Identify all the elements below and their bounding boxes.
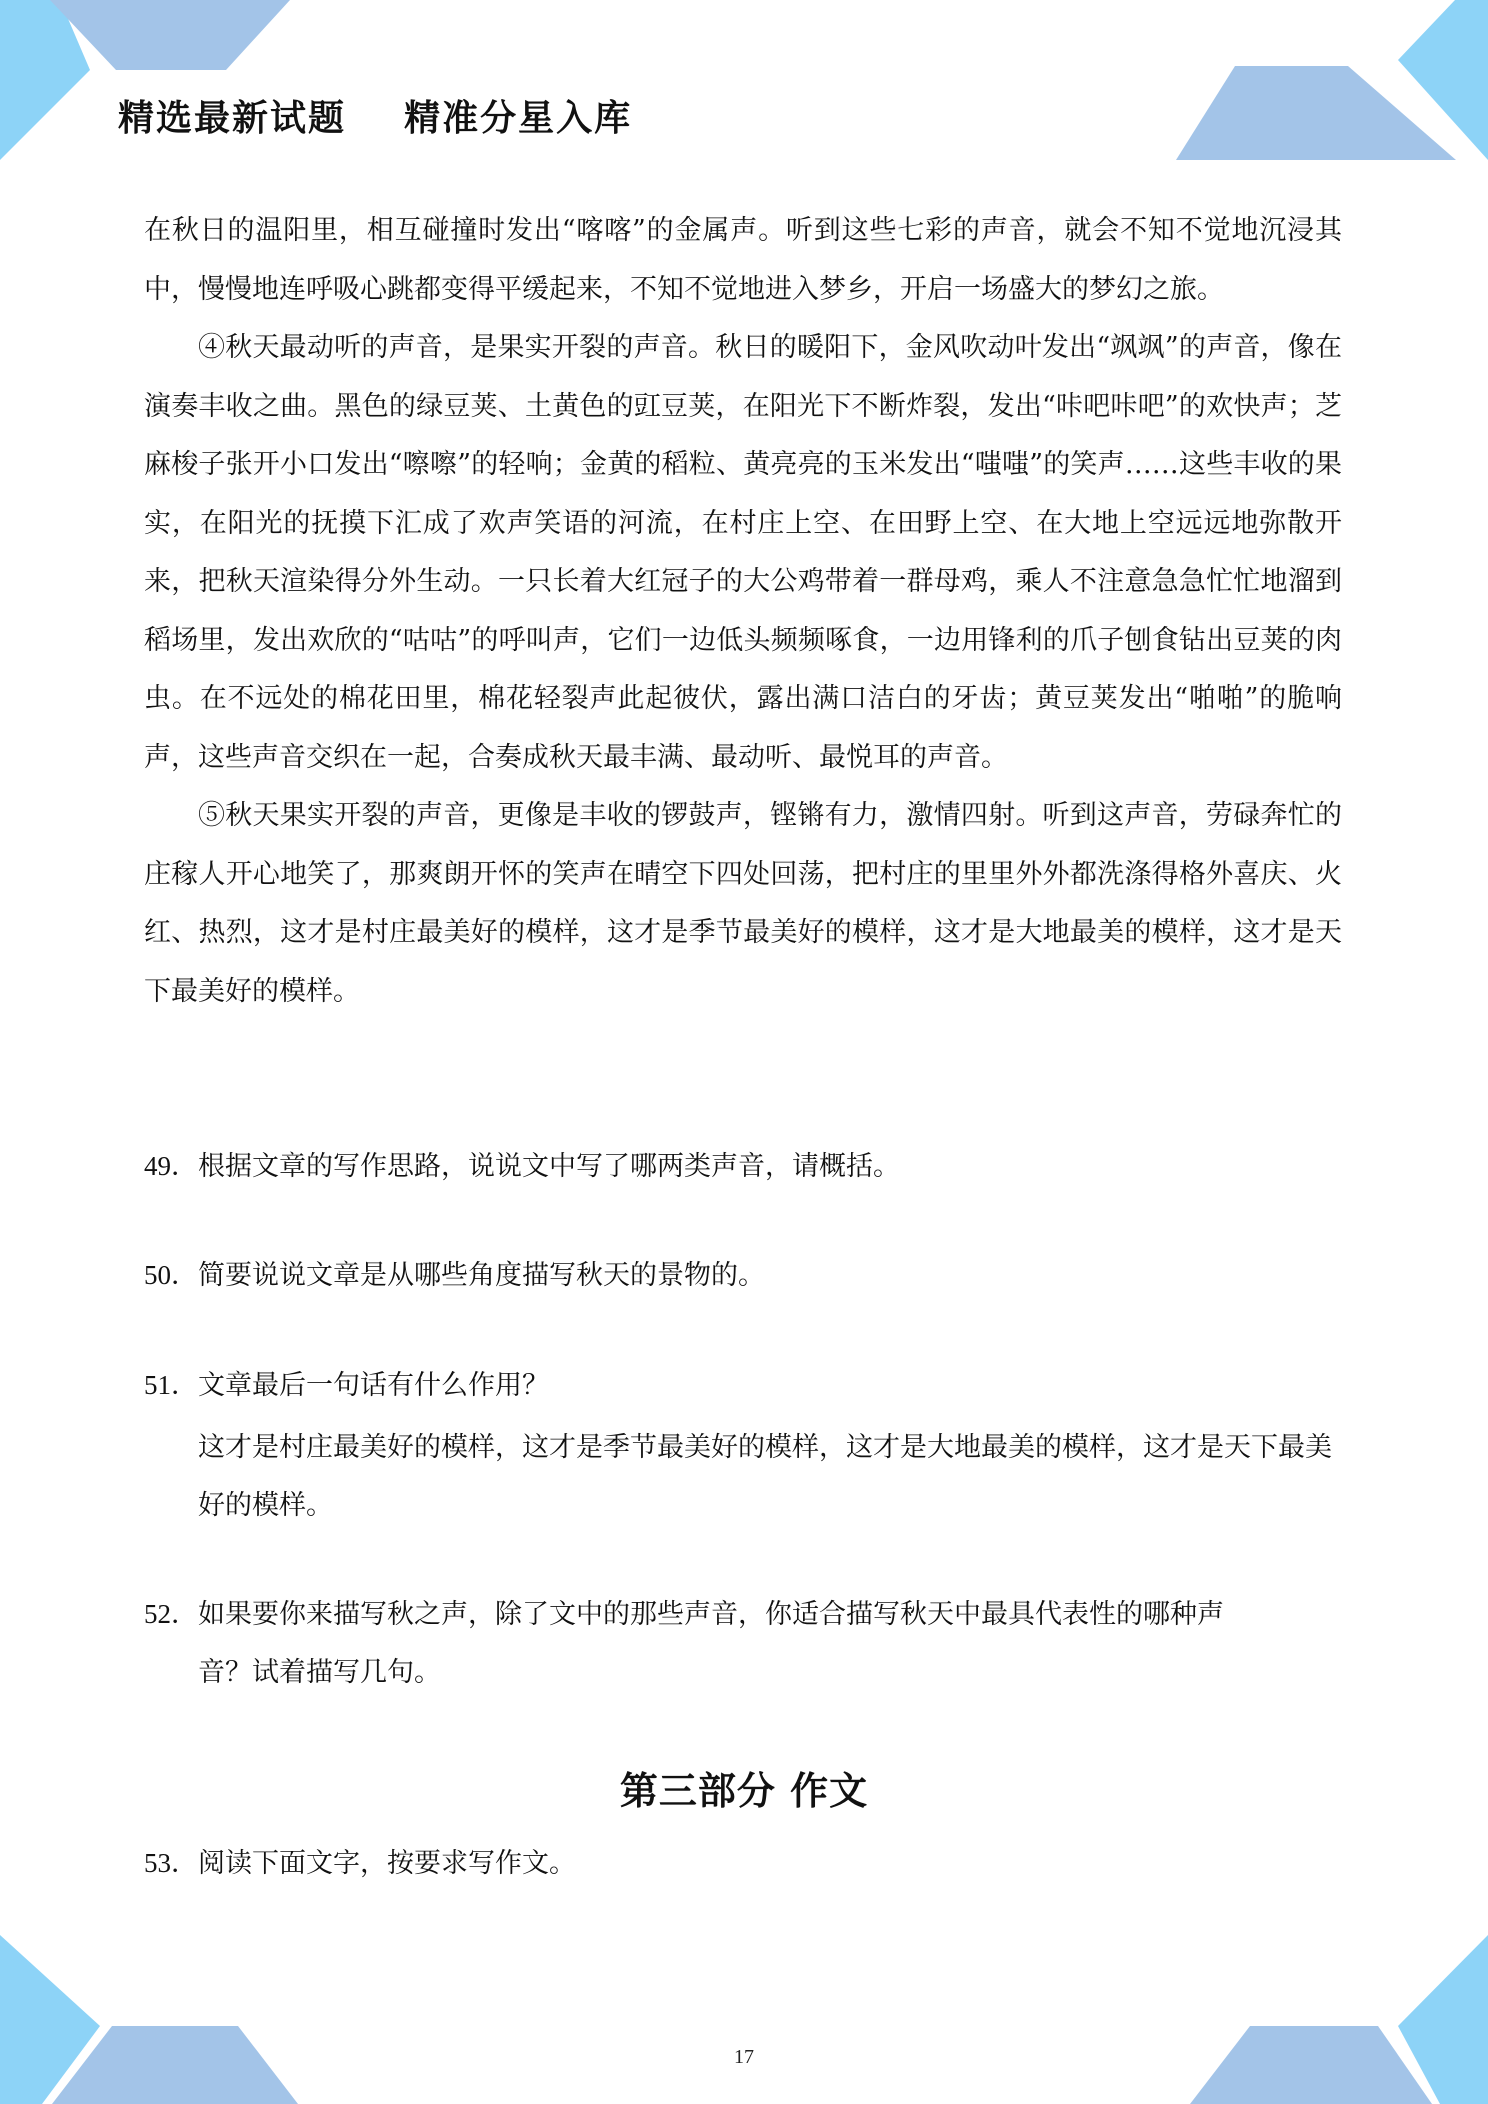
question-53 [144, 1836, 1342, 1890]
question-text: 阅读下面文字，按要求写作文。 [198, 1848, 576, 1878]
article-paragraph: ⑤秋天果实开裂的声音，更像是丰收的锣鼓声，铿锵有力，激情四射。听到这声音，劳碌奔忙的庄稼人开心地笑了，那爽朗开怀的笑声在晴空下四处回荡，把村庄的里里外外都洗涤得格外喜庆、火红、热烈，这才是村庄最美好的模样，这才是季节最美好的模样，这才是大地最美的模样，这才是天下最美好的模样。 [144, 800, 1342, 1007]
question-50 [144, 1248, 1342, 1302]
question-number: 51． [144, 1370, 198, 1400]
corner-trapezoid-top-right [1176, 66, 1456, 160]
question-text-continued: 音？试着描写几句。 [198, 1657, 441, 1687]
header-title: 精选最新试题 精准分星入库 [118, 98, 633, 139]
article-paragraph: 在秋日的温阳里，相互碰撞时发出“喀喀”的金属声。听到这些七彩的声音，就会不知不觉地沉浸其中，慢慢地连呼吸心跳都变得平缓起来，不知不觉地进入梦乡，开启一场盛大的梦幻之旅。 [144, 215, 1342, 305]
question-text: 文章最后一句话有什么作用？ [198, 1370, 549, 1400]
page-number: 17 [734, 2046, 754, 2068]
question-text: 如果要你来描写秋之声，除了文中的那些声音，你适合描写秋天中最具代表性的哪种声 [198, 1599, 1224, 1629]
article-body [144, 202, 1342, 1021]
question-quote: 这才是村庄最美好的模样，这才是季节最美好的模样，这才是大地最美的模样，这才是天下最美好的模样。 [198, 1432, 1332, 1520]
article-paragraph: ④秋天最动听的声音，是果实开裂的声音。秋日的暖阳下，金风吹动叶发出“飒飒”的声音，像在演奏丰收之曲。黑色的绿豆荚、土黄色的豇豆荚，在阳光下不断炸裂，发出“咔吧咔吧”的欢快声；芝麻梭子张开小口发出“嚓嚓”的轻响；金黄的稻粒、黄亮亮的玉米发出“嗤嗤”的笑声……这些丰收的果实，在阳光的抚摸下汇成了欢声笑语的河流，在村庄上空、在田野上空、在大地上空远远地弥散开来，把秋天渲染得分外生动。一只长着大红冠子的大公鸡带着一群母鸡，乘人不注意急急忙忙地溜到稻场里，发出欢欣的“咕咕”的呼叫声，它们一边低头频频啄食，一边用锋利的爪子刨食钻出豆荚的肉虫。在不远处的棉花田里，棉花轻裂声此起彼伏，露出满口洁白的牙齿；黄豆荚发出“啪啪”的脆响声，这些声音交织在一起，合奏成秋天最丰满、最动听、最悦耳的声音。 [144, 332, 1342, 773]
section-title: 第三部分 作文 [619, 1769, 869, 1813]
question-text: 简要说说文章是从哪些角度描写秋天的景物的。 [198, 1260, 765, 1290]
question-number: 50． [144, 1260, 198, 1290]
question-51 [144, 1358, 1342, 1534]
question-number: 49． [144, 1151, 198, 1181]
corner-trapezoid-top-left [50, 0, 290, 70]
question-number: 52． [144, 1599, 198, 1629]
question-52 [144, 1587, 1342, 1699]
question-49 [144, 1139, 1342, 1193]
question-number: 53． [144, 1848, 198, 1878]
question-text: 根据文章的写作思路，说说文中写了哪两类声音，请概括。 [198, 1151, 900, 1181]
